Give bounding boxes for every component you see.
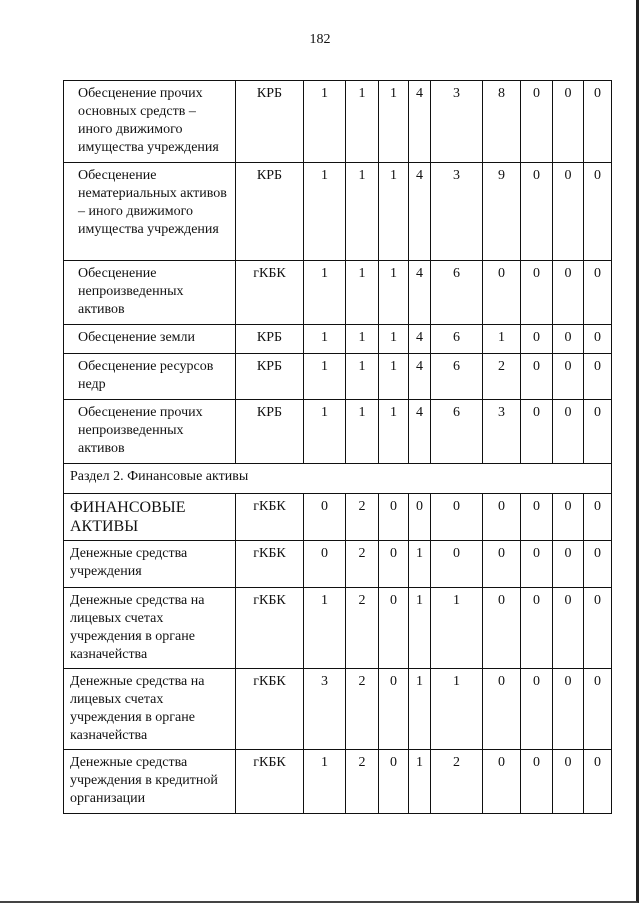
row-name: Обесценение прочих непроизведенных активов bbox=[64, 400, 236, 464]
section-row bbox=[64, 464, 612, 494]
digit-cell: 2 bbox=[483, 354, 521, 400]
digit-cell: 1 bbox=[409, 669, 431, 750]
row-name: Обесценение ресурсов недр bbox=[64, 354, 236, 400]
row-code: гКБК bbox=[236, 541, 304, 588]
row-code: КРБ bbox=[236, 163, 304, 261]
digit-cell: 0 bbox=[431, 541, 483, 588]
digit-cell: 6 bbox=[431, 325, 483, 354]
digit-cell: 0 bbox=[553, 163, 584, 261]
row-code: КРБ bbox=[236, 325, 304, 354]
digit-cell: 1 bbox=[379, 354, 409, 400]
digit-cell: 2 bbox=[346, 750, 379, 814]
digit-cell: 0 bbox=[521, 261, 553, 325]
digit-cell: 0 bbox=[521, 400, 553, 464]
digit-cell: 0 bbox=[584, 588, 612, 669]
row-name: Обесценение прочих основных средств – иного движимого имущества учреждения bbox=[64, 81, 236, 163]
digit-cell: 0 bbox=[379, 494, 409, 541]
section-heading: Раздел 2. Финансовые активы bbox=[64, 464, 612, 494]
digit-cell: 0 bbox=[553, 400, 584, 464]
row-code: гКБК bbox=[236, 669, 304, 750]
digit-cell: 0 bbox=[483, 669, 521, 750]
row-name: Денежные средства на лицевых счетах учреждения в органе казначейства bbox=[64, 588, 236, 669]
digit-cell: 0 bbox=[553, 325, 584, 354]
digit-cell: 0 bbox=[483, 750, 521, 814]
digit-cell: 0 bbox=[521, 541, 553, 588]
table-row bbox=[64, 354, 612, 400]
digit-cell: 0 bbox=[379, 588, 409, 669]
digit-cell: 0 bbox=[584, 81, 612, 163]
digit-cell: 3 bbox=[431, 163, 483, 261]
digit-cell: 0 bbox=[553, 588, 584, 669]
table-row bbox=[64, 588, 612, 669]
digit-cell: 6 bbox=[431, 354, 483, 400]
digit-cell: 0 bbox=[521, 750, 553, 814]
digit-cell: 0 bbox=[521, 588, 553, 669]
row-name: Обесценение нематериальных активов – иного движимого имущества учреждения bbox=[64, 163, 236, 261]
row-code: КРБ bbox=[236, 81, 304, 163]
digit-cell: 0 bbox=[584, 750, 612, 814]
table-row bbox=[64, 325, 612, 354]
digit-cell: 2 bbox=[346, 541, 379, 588]
digit-cell: 1 bbox=[379, 400, 409, 464]
row-name: Денежные средства учреждения в кредитной организации bbox=[64, 750, 236, 814]
digit-cell: 0 bbox=[431, 494, 483, 541]
digit-cell: 1 bbox=[346, 325, 379, 354]
row-code: КРБ bbox=[236, 400, 304, 464]
page-number: 182 bbox=[309, 32, 331, 47]
digit-cell: 1 bbox=[483, 325, 521, 354]
digit-cell: 0 bbox=[379, 669, 409, 750]
row-name: Обесценение земли bbox=[64, 325, 236, 354]
digit-cell: 2 bbox=[346, 669, 379, 750]
digit-cell: 2 bbox=[346, 494, 379, 541]
digit-cell: 1 bbox=[346, 163, 379, 261]
digit-cell: 1 bbox=[409, 750, 431, 814]
digit-cell: 0 bbox=[483, 494, 521, 541]
table-row bbox=[64, 750, 612, 814]
digit-cell: 0 bbox=[483, 588, 521, 669]
digit-cell: 1 bbox=[409, 541, 431, 588]
digit-cell: 4 bbox=[409, 261, 431, 325]
row-name: Денежные средства учреждения bbox=[64, 541, 236, 588]
digit-cell: 1 bbox=[379, 325, 409, 354]
digit-cell: 0 bbox=[379, 541, 409, 588]
digit-cell: 0 bbox=[521, 669, 553, 750]
table-row bbox=[64, 494, 612, 541]
digit-cell: 0 bbox=[553, 354, 584, 400]
digit-cell: 0 bbox=[521, 325, 553, 354]
digit-cell: 0 bbox=[584, 494, 612, 541]
row-code: гКБК bbox=[236, 588, 304, 669]
digit-cell: 3 bbox=[431, 81, 483, 163]
digit-cell: 0 bbox=[553, 81, 584, 163]
digit-cell: 0 bbox=[584, 669, 612, 750]
row-name: ФИНАНСОВЫЕ АКТИВЫ bbox=[64, 494, 236, 541]
digit-cell: 0 bbox=[584, 261, 612, 325]
digit-cell: 1 bbox=[304, 81, 346, 163]
digit-cell: 0 bbox=[584, 325, 612, 354]
row-name: Обесценение непроизведенных активов bbox=[64, 261, 236, 325]
digit-cell: 1 bbox=[304, 354, 346, 400]
digit-cell: 1 bbox=[379, 261, 409, 325]
digit-cell: 1 bbox=[379, 163, 409, 261]
digit-cell: 1 bbox=[431, 669, 483, 750]
digit-cell: 9 bbox=[483, 163, 521, 261]
digit-cell: 1 bbox=[346, 400, 379, 464]
digit-cell: 1 bbox=[304, 750, 346, 814]
table-row bbox=[64, 81, 612, 163]
digit-cell: 0 bbox=[304, 494, 346, 541]
digit-cell: 8 bbox=[483, 81, 521, 163]
digit-cell: 1 bbox=[431, 588, 483, 669]
digit-cell: 1 bbox=[304, 163, 346, 261]
digit-cell: 0 bbox=[379, 750, 409, 814]
digit-cell: 2 bbox=[431, 750, 483, 814]
row-code: КРБ bbox=[236, 354, 304, 400]
digit-cell: 0 bbox=[521, 494, 553, 541]
digit-cell: 0 bbox=[304, 541, 346, 588]
digit-cell: 6 bbox=[431, 400, 483, 464]
digit-cell: 6 bbox=[431, 261, 483, 325]
digit-cell: 1 bbox=[304, 325, 346, 354]
digit-cell: 4 bbox=[409, 400, 431, 464]
digit-cell: 2 bbox=[346, 588, 379, 669]
row-code: гКБК bbox=[236, 261, 304, 325]
digit-cell: 0 bbox=[483, 261, 521, 325]
digit-cell: 0 bbox=[584, 354, 612, 400]
row-code: гКБК bbox=[236, 494, 304, 541]
digit-cell: 4 bbox=[409, 325, 431, 354]
digit-cell: 1 bbox=[304, 261, 346, 325]
digit-cell: 0 bbox=[409, 494, 431, 541]
digit-cell: 0 bbox=[553, 669, 584, 750]
digit-cell: 1 bbox=[379, 81, 409, 163]
digit-cell: 0 bbox=[553, 750, 584, 814]
digit-cell: 0 bbox=[584, 163, 612, 261]
digit-cell: 0 bbox=[553, 541, 584, 588]
digit-cell: 1 bbox=[346, 261, 379, 325]
table-row bbox=[64, 400, 612, 464]
digit-cell: 3 bbox=[304, 669, 346, 750]
digit-cell: 1 bbox=[304, 588, 346, 669]
digit-cell: 0 bbox=[521, 81, 553, 163]
digit-cell: 3 bbox=[483, 400, 521, 464]
row-code: гКБК bbox=[236, 750, 304, 814]
account-code-table bbox=[63, 80, 612, 814]
table-row bbox=[64, 669, 612, 750]
digit-cell: 4 bbox=[409, 163, 431, 261]
digit-cell: 4 bbox=[409, 354, 431, 400]
digit-cell: 0 bbox=[553, 494, 584, 541]
digit-cell: 0 bbox=[483, 541, 521, 588]
digit-cell: 1 bbox=[304, 400, 346, 464]
digit-cell: 0 bbox=[521, 163, 553, 261]
digit-cell: 0 bbox=[521, 354, 553, 400]
digit-cell: 0 bbox=[584, 400, 612, 464]
digit-cell: 1 bbox=[346, 354, 379, 400]
table-row bbox=[64, 261, 612, 325]
table-row bbox=[64, 541, 612, 588]
digit-cell: 4 bbox=[409, 81, 431, 163]
digit-cell: 0 bbox=[584, 541, 612, 588]
digit-cell: 1 bbox=[346, 81, 379, 163]
digit-cell: 0 bbox=[553, 261, 584, 325]
row-name: Денежные средства на лицевых счетах учреждения в органе казначейства bbox=[64, 669, 236, 750]
digit-cell: 1 bbox=[409, 588, 431, 669]
table-row bbox=[64, 163, 612, 261]
